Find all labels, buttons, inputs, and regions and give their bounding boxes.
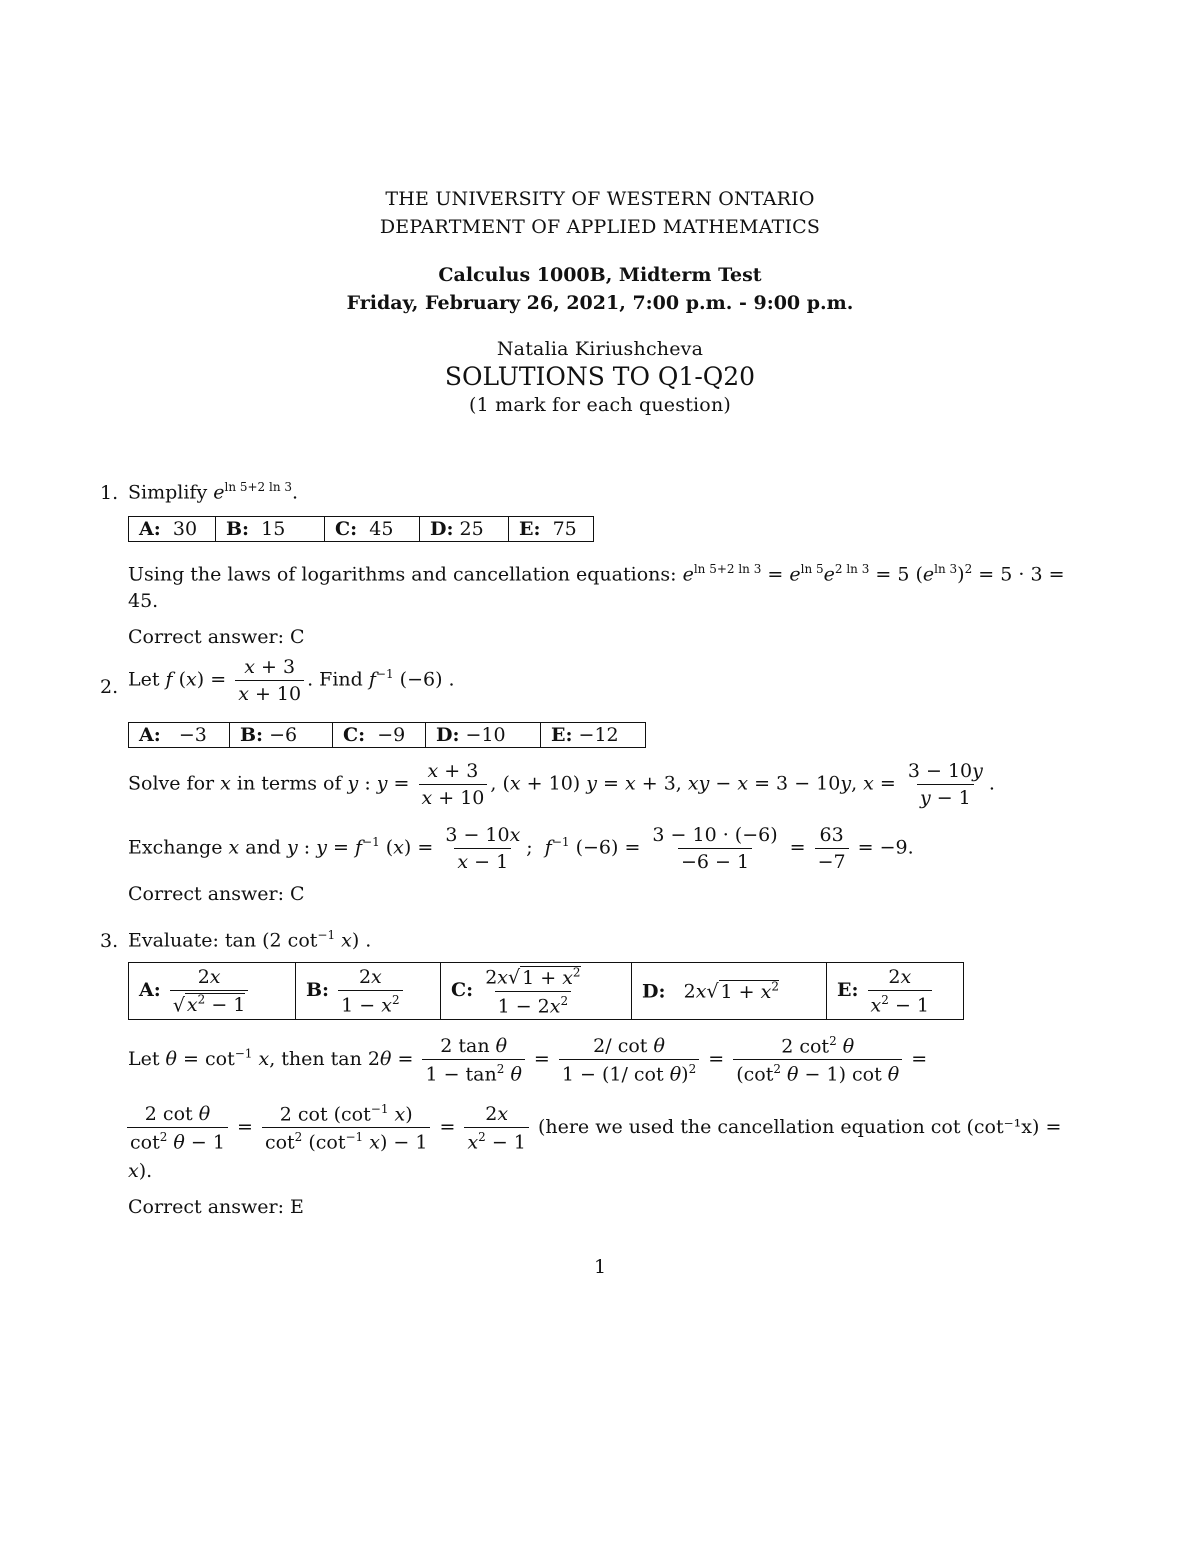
q1-option-d: D: 25 xyxy=(420,517,509,542)
test-date: Friday, February 26, 2021, 7:00 p.m. - 9:00 p.m. xyxy=(346,292,854,314)
q3-number: 3. xyxy=(100,930,119,952)
q1-solution-result: 45. xyxy=(128,590,159,612)
q1-number: 1. xyxy=(100,482,119,504)
q2-solution-line2: Exchange x and y : $y = f^{-1}$ (x) = $\frac{3 - 10x}{x - 1}$ ; $f^{-1}$ (−6) = $\frac{3 - 10 \cdot (-6)}{-6 - 1}$ = $\frac{63}{-7}$ = −9. xyxy=(128,824,914,873)
q2-option-d: D: −10 xyxy=(426,723,541,748)
q3-option-a: A: $\frac{2x}{√ x^2 - 1}$ xyxy=(129,963,296,1020)
q3-answer: Correct answer: E xyxy=(128,1196,304,1218)
department-name: DEPARTMENT OF APPLIED MATHEMATICS xyxy=(379,216,821,238)
q1-options xyxy=(128,516,594,542)
q3-question: Evaluate: tan (2 $\cot^{-1} x$) . xyxy=(128,928,372,952)
q3-options xyxy=(128,962,964,1020)
q3-solution-line1: Let $\theta = \cot^{-1} x$, then tan 2θ = $\frac{\text{2 tan θ}}{1 - \tan^2 \theta}$ = $\frac{\text{2/ cot θ}}{1 - (1/ \cot \theta)^2}$ = $\frac{2 \cot^2 \theta}{(\cot^2 \theta - 1) \cot \theta}$ = xyxy=(128,1034,928,1086)
university-name: THE UNIVERSITY OF WESTERN ONTARIO xyxy=(385,188,815,210)
q1-option-b: B: 15 xyxy=(216,517,325,542)
q1-solution: Using the laws of logarithms and cancellation equations: $e^{ln 5+2 ln 3} = e^{ln 5}e^{2 ln 3} = 5$ $(e^{ln 3})^2 = 5 \cdot 3$ = xyxy=(128,562,1065,586)
q2-number: 2. xyxy=(100,676,119,698)
q2-option-a: A: −3 xyxy=(129,723,230,748)
q3-option-b: B: $\frac{2x}{1 - x^2}$ xyxy=(296,963,441,1020)
q3-solution-end: x). xyxy=(128,1160,153,1182)
q3-option-d: D: 2x√ $1 + x^2$ xyxy=(632,963,827,1020)
marks-note: (1 mark for each question) xyxy=(469,394,731,416)
q3-note: (here we used the cancellation equation cot (cot⁻¹x) = xyxy=(537,1115,1062,1138)
q3-option-e: E: $\frac{2x}{x^2 - 1}$ xyxy=(827,963,964,1020)
q1-option-e: E: 75 xyxy=(509,517,594,542)
q2-options xyxy=(128,722,646,748)
q1-option-c: C: 45 xyxy=(325,517,420,542)
q1-option-a: A: 30 xyxy=(129,517,216,542)
q2-option-e: E: −12 xyxy=(541,723,646,748)
q2-question: Let f (x) = $\frac{x + 3}{x + 10}$ . Find $f^{-1}$ (−6) . xyxy=(128,656,455,705)
q1-question: Simplify $e^{ln 5+2 ln 3}$. xyxy=(128,480,299,504)
q2-option-b: B: −6 xyxy=(230,723,333,748)
q3-solution-line2: $\frac{\text{2 cot θ}}{\cot^2 \theta - 1}$ = $\frac{2 \cot (\cot^{-1} x)}{\cot^2 (\cot^{-1} x) - 1}$ = $\frac{2x}{x^2 - 1}$ (here we used the cancellation equation cot (cot⁻¹x) = xyxy=(124,1102,1061,1154)
q3-option-c: C: $\frac{2x√ 1 + x^2}{1 - 2x^2}$ xyxy=(441,963,632,1020)
q1-answer: Correct answer: C xyxy=(128,626,305,648)
page-number: 1 xyxy=(593,1256,607,1278)
q2-answer: Correct answer: C xyxy=(128,883,305,905)
course-title: Calculus 1000B, Midterm Test xyxy=(438,264,762,286)
author-name: Natalia Kiriushcheva xyxy=(496,338,704,360)
q2-option-c: C: −9 xyxy=(333,723,426,748)
page-title: SOLUTIONS TO Q1-Q20 xyxy=(444,362,756,391)
q2-solution-line1: Solve for x in terms of y : y = $\frac{x + 3}{x + 10}$ , (x + 10) y = x + 3, xy − x = 3 − 10y, x = $\frac{3 - 10y}{y - 1}$ . xyxy=(128,760,995,809)
